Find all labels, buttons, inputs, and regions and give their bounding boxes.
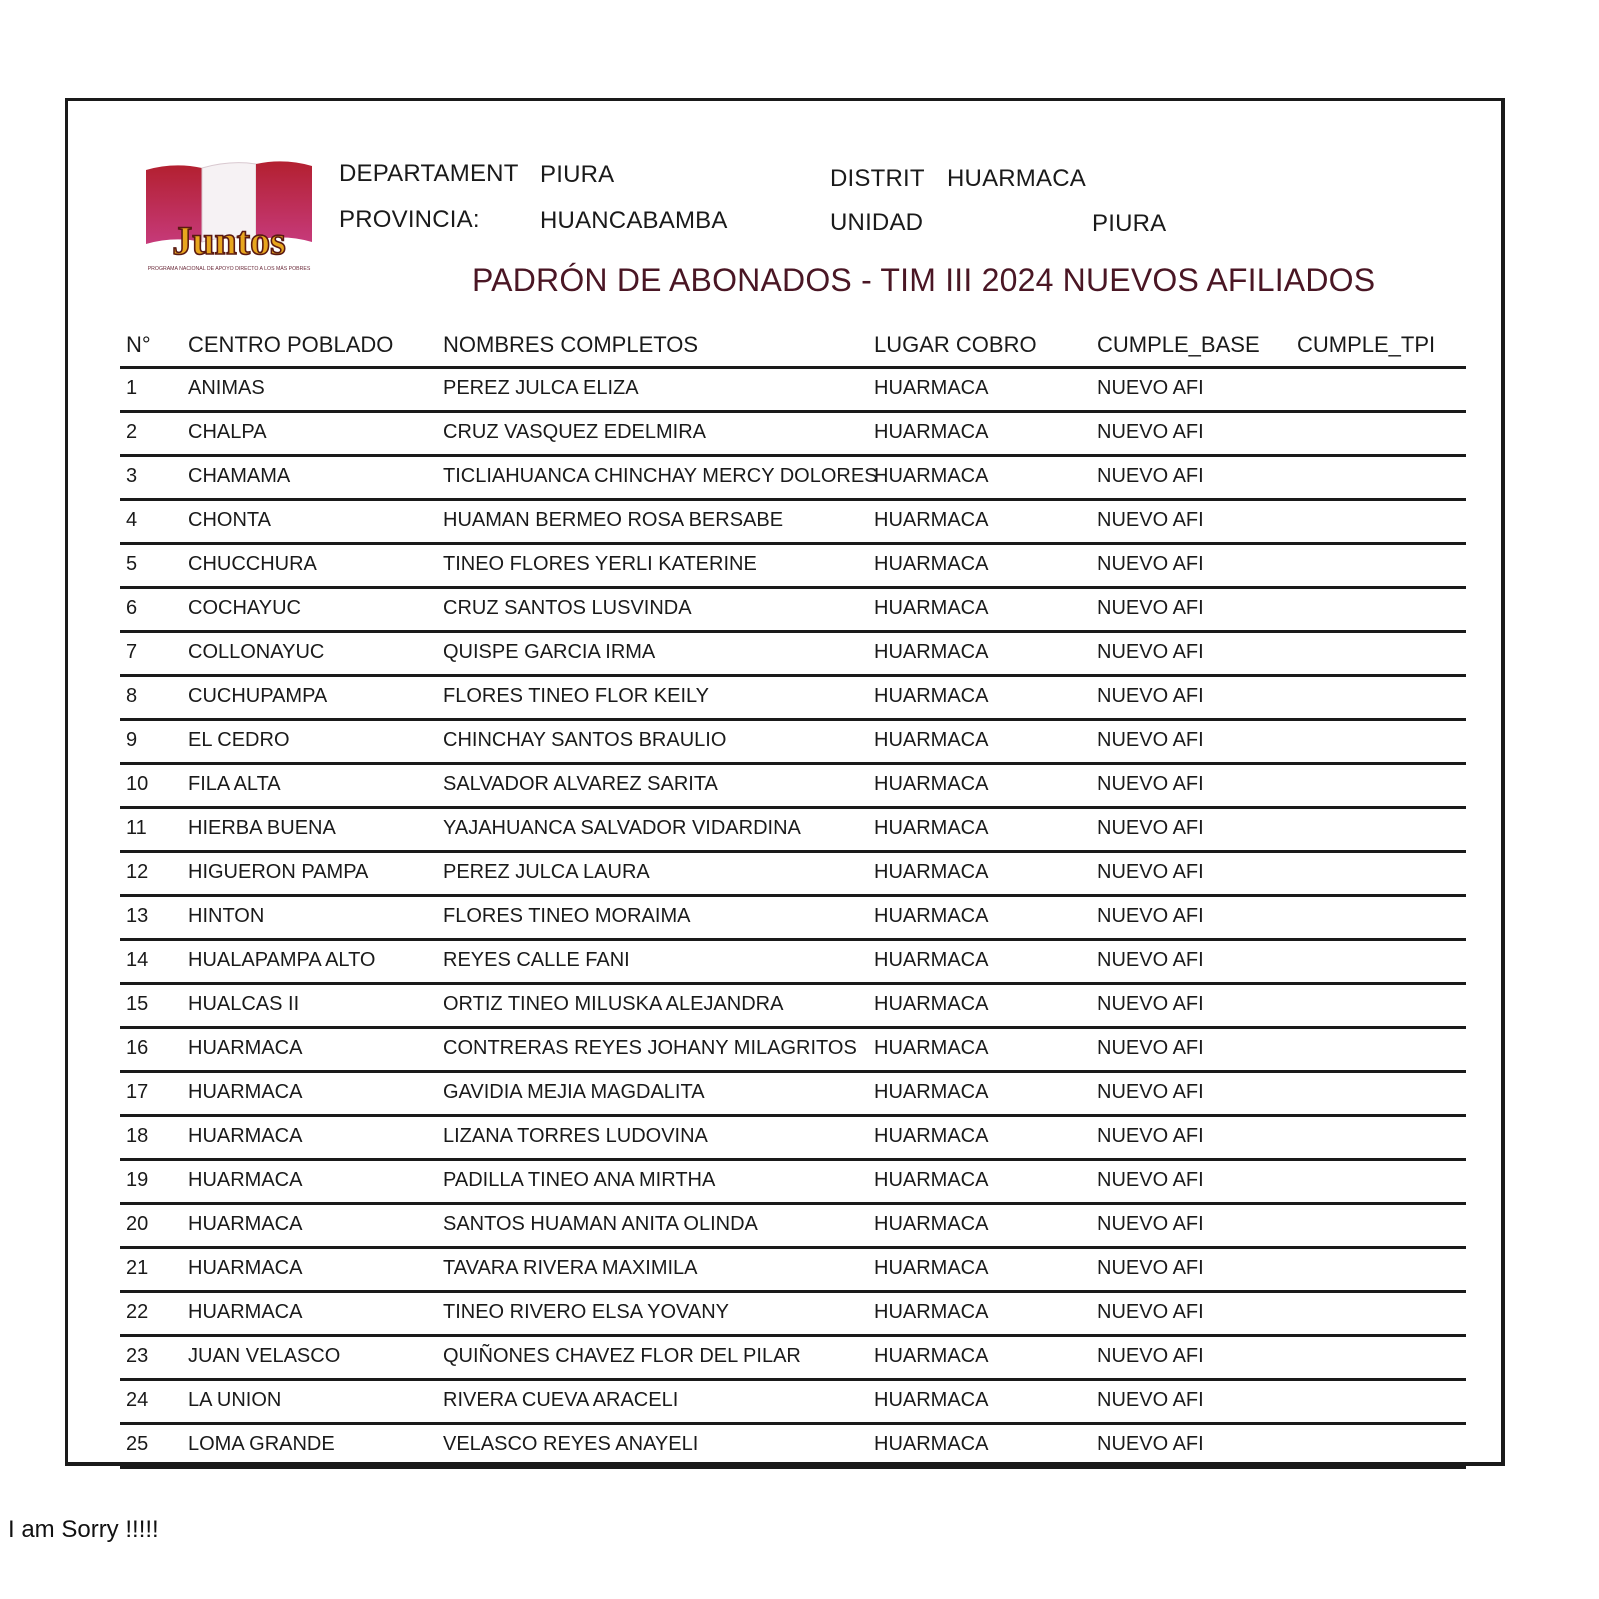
table-row (120, 413, 1466, 457)
table-row (120, 1029, 1466, 1073)
column-header-cumple-tpi: CUMPLE_TPI (1297, 332, 1436, 357)
row-centro-poblado: JUAN VELASCO (188, 1345, 341, 1367)
row-lugar-cobro: HUARMACA (874, 1081, 989, 1103)
row-centro-poblado: EL CEDRO (188, 729, 290, 751)
row-nombre: CRUZ SANTOS LUSVINDA (443, 597, 692, 619)
row-number: 13 (126, 905, 149, 927)
row-nombre: TINEO FLORES YERLI KATERINE (443, 553, 757, 575)
row-cumple-base: NUEVO AFI (1097, 597, 1204, 619)
juntos-logo (134, 156, 324, 274)
table-row (120, 545, 1466, 589)
row-cumple-base: NUEVO AFI (1097, 377, 1204, 399)
row-lugar-cobro: HUARMACA (874, 1345, 989, 1367)
row-lugar-cobro: HUARMACA (874, 1037, 989, 1059)
row-nombre: CONTRERAS REYES JOHANY MILAGRITOS (443, 1037, 857, 1059)
row-lugar-cobro: HUARMACA (874, 509, 989, 531)
row-nombre: VELASCO REYES ANAYELI (443, 1433, 699, 1455)
row-lugar-cobro: HUARMACA (874, 1257, 989, 1279)
row-number: 10 (126, 773, 149, 795)
table-row (120, 1425, 1466, 1469)
row-lugar-cobro: HUARMACA (874, 729, 989, 751)
table-row (120, 369, 1466, 413)
row-number: 18 (126, 1125, 149, 1147)
row-number: 12 (126, 861, 149, 883)
row-number: 8 (126, 685, 138, 707)
row-centro-poblado: HUARMACA (188, 1301, 303, 1323)
row-number: 9 (126, 729, 138, 751)
row-lugar-cobro: HUARMACA (874, 949, 989, 971)
row-centro-poblado: CUCHUPAMPA (188, 685, 328, 707)
row-lugar-cobro: HUARMACA (874, 1125, 989, 1147)
row-nombre: LIZANA TORRES LUDOVINA (443, 1125, 708, 1147)
row-cumple-base: NUEVO AFI (1097, 685, 1204, 707)
row-cumple-base: NUEVO AFI (1097, 949, 1204, 971)
row-cumple-base: NUEVO AFI (1097, 1433, 1204, 1455)
row-centro-poblado: HUALAPAMPA ALTO (188, 949, 376, 971)
row-nombre: GAVIDIA MEJIA MAGDALITA (443, 1081, 705, 1103)
row-nombre: RIVERA CUEVA ARACELI (443, 1389, 679, 1411)
column-header-nombres: NOMBRES COMPLETOS (443, 332, 699, 357)
row-centro-poblado: HUARMACA (188, 1169, 303, 1191)
row-lugar-cobro: HUARMACA (874, 421, 989, 443)
table-row (120, 457, 1466, 501)
row-nombre: SANTOS HUAMAN ANITA OLINDA (443, 1213, 758, 1235)
row-cumple-base: NUEVO AFI (1097, 1301, 1204, 1323)
table-row (120, 941, 1466, 985)
row-nombre: TINEO RIVERO ELSA YOVANY (443, 1301, 730, 1323)
row-number: 11 (126, 817, 147, 839)
row-nombre: CRUZ VASQUEZ EDELMIRA (443, 421, 706, 443)
table-row (120, 1381, 1466, 1425)
table-header (120, 328, 1466, 369)
department-label: DEPARTAMENT (339, 160, 519, 187)
row-cumple-base: NUEVO AFI (1097, 773, 1204, 795)
row-cumple-base: NUEVO AFI (1097, 1257, 1204, 1279)
row-lugar-cobro: HUARMACA (874, 1213, 989, 1235)
row-lugar-cobro: HUARMACA (874, 553, 989, 575)
row-cumple-base: NUEVO AFI (1097, 1081, 1204, 1103)
row-cumple-base: NUEVO AFI (1097, 1125, 1204, 1147)
row-number: 24 (126, 1389, 149, 1411)
row-nombre: YAJAHUANCA SALVADOR VIDARDINA (443, 817, 801, 839)
row-lugar-cobro: HUARMACA (874, 641, 989, 663)
row-nombre: FLORES TINEO FLOR KEILY (443, 685, 709, 707)
row-centro-poblado: LA UNION (188, 1389, 282, 1411)
row-number: 3 (126, 465, 138, 487)
page-title: PADRÓN DE ABONADOS - TIM III 2024 NUEVOS AFILIADOS (472, 262, 1376, 298)
row-centro-poblado: CHUCCHURA (188, 553, 317, 575)
row-cumple-base: NUEVO AFI (1097, 553, 1204, 575)
row-cumple-base: NUEVO AFI (1097, 509, 1204, 531)
row-lugar-cobro: HUARMACA (874, 1389, 989, 1411)
row-nombre: QUIÑONES CHAVEZ FLOR DEL PILAR (443, 1345, 801, 1367)
row-number: 6 (126, 597, 138, 619)
row-number: 14 (126, 949, 149, 971)
row-number: 2 (126, 421, 138, 443)
row-nombre: TICLIAHUANCA CHINCHAY MERCY DOLORES (443, 465, 878, 487)
column-header-number: N° (126, 332, 151, 357)
row-centro-poblado: HINTON (188, 905, 265, 927)
row-lugar-cobro: HUARMACA (874, 1169, 989, 1191)
row-nombre: TAVARA RIVERA MAXIMILA (443, 1257, 698, 1279)
row-nombre: ORTIZ TINEO MILUSKA ALEJANDRA (443, 993, 784, 1015)
row-lugar-cobro: HUARMACA (874, 465, 989, 487)
roster-table (120, 328, 1466, 1469)
row-nombre: PADILLA TINEO ANA MIRTHA (443, 1169, 716, 1191)
unit-label: UNIDAD (830, 209, 924, 236)
province-label: PROVINCIA: (339, 206, 480, 233)
row-centro-poblado: HUALCAS II (188, 993, 300, 1015)
row-cumple-base: NUEVO AFI (1097, 1037, 1204, 1059)
row-centro-poblado: LOMA GRANDE (188, 1433, 335, 1455)
row-centro-poblado: HUARMACA (188, 1213, 303, 1235)
row-centro-poblado: COLLONAYUC (188, 641, 325, 663)
row-centro-poblado: CHONTA (188, 509, 271, 531)
row-cumple-base: NUEVO AFI (1097, 1169, 1204, 1191)
row-cumple-base: NUEVO AFI (1097, 817, 1204, 839)
row-nombre: PEREZ JULCA ELIZA (443, 377, 639, 399)
table-row (120, 721, 1466, 765)
row-number: 21 (126, 1257, 149, 1279)
table-row (120, 809, 1466, 853)
row-cumple-base: NUEVO AFI (1097, 729, 1204, 751)
province-value: HUANCABAMBA (540, 207, 728, 234)
row-centro-poblado: FILA ALTA (188, 773, 281, 795)
table-row (120, 765, 1466, 809)
row-lugar-cobro: HUARMACA (874, 1301, 989, 1323)
row-nombre: CHINCHAY SANTOS BRAULIO (443, 729, 727, 751)
table-row (120, 1205, 1466, 1249)
district-label: DISTRIT (830, 165, 925, 192)
row-lugar-cobro: HUARMACA (874, 377, 989, 399)
unit-value: PIURA (1092, 210, 1167, 237)
table-row (120, 1337, 1466, 1381)
caption-text: I am Sorry !!!!! (8, 1516, 159, 1543)
row-number: 23 (126, 1345, 149, 1367)
row-number: 5 (126, 553, 138, 575)
department-value: PIURA (540, 161, 615, 188)
column-header-lugar-cobro: LUGAR COBRO (874, 332, 1037, 357)
row-lugar-cobro: HUARMACA (874, 773, 989, 795)
row-cumple-base: NUEVO AFI (1097, 641, 1204, 663)
row-nombre: QUISPE GARCIA IRMA (443, 641, 656, 663)
row-number: 4 (126, 509, 138, 531)
row-cumple-base: NUEVO AFI (1097, 1213, 1204, 1235)
row-cumple-base: NUEVO AFI (1097, 421, 1204, 443)
row-centro-poblado: CHAMAMA (188, 465, 291, 487)
table-row (120, 985, 1466, 1029)
row-cumple-base: NUEVO AFI (1097, 905, 1204, 927)
table-row (120, 501, 1466, 545)
row-number: 20 (126, 1213, 149, 1235)
row-number: 17 (126, 1081, 149, 1103)
row-centro-poblado: HUARMACA (188, 1125, 303, 1147)
table-row (120, 1249, 1466, 1293)
row-cumple-base: NUEVO AFI (1097, 1389, 1204, 1411)
row-number: 19 (126, 1169, 149, 1191)
row-number: 25 (126, 1433, 149, 1455)
row-number: 16 (126, 1037, 149, 1059)
row-lugar-cobro: HUARMACA (874, 861, 989, 883)
row-lugar-cobro: HUARMACA (874, 597, 989, 619)
table-row (120, 633, 1466, 677)
row-lugar-cobro: HUARMACA (874, 685, 989, 707)
table-row (120, 589, 1466, 633)
row-lugar-cobro: HUARMACA (874, 905, 989, 927)
row-nombre: REYES CALLE FANI (443, 949, 630, 971)
row-cumple-base: NUEVO AFI (1097, 993, 1204, 1015)
row-number: 22 (126, 1301, 149, 1323)
table-row (120, 677, 1466, 721)
row-number: 7 (126, 641, 138, 663)
logo-tagline: PROGRAMA NACIONAL DE APOYO DIRECTO A LOS MÁS POBRES (147, 266, 311, 272)
table-row (120, 1117, 1466, 1161)
row-centro-poblado: CHALPA (188, 421, 267, 443)
row-centro-poblado: HUARMACA (188, 1081, 303, 1103)
row-cumple-base: NUEVO AFI (1097, 1345, 1204, 1367)
row-number: 15 (126, 993, 149, 1015)
row-cumple-base: NUEVO AFI (1097, 465, 1204, 487)
logo-wordmark: Juntos (172, 218, 286, 263)
table-row (120, 897, 1466, 941)
row-centro-poblado: HIERBA BUENA (188, 817, 336, 839)
table-row (120, 1293, 1466, 1337)
table-row (120, 1161, 1466, 1205)
row-cumple-base: NUEVO AFI (1097, 861, 1204, 883)
row-nombre: SALVADOR ALVAREZ SARITA (443, 773, 718, 795)
column-header-centro-poblado: CENTRO POBLADO (188, 332, 394, 357)
row-lugar-cobro: HUARMACA (874, 993, 989, 1015)
column-header-cumple-base: CUMPLE_BASE (1097, 332, 1260, 357)
row-lugar-cobro: HUARMACA (874, 817, 989, 839)
row-centro-poblado: HUARMACA (188, 1037, 303, 1059)
row-number: 1 (126, 377, 138, 399)
table-row (120, 853, 1466, 897)
row-nombre: PEREZ JULCA LAURA (443, 861, 650, 883)
district-value: HUARMACA (947, 165, 1086, 192)
row-nombre: HUAMAN BERMEO ROSA BERSABE (443, 509, 784, 531)
row-centro-poblado: HUARMACA (188, 1257, 303, 1279)
row-lugar-cobro: HUARMACA (874, 1433, 989, 1455)
row-centro-poblado: COCHAYUC (188, 597, 301, 619)
row-centro-poblado: ANIMAS (188, 377, 265, 399)
row-nombre: FLORES TINEO MORAIMA (443, 905, 691, 927)
row-centro-poblado: HIGUERON PAMPA (188, 861, 369, 883)
table-row (120, 1073, 1466, 1117)
